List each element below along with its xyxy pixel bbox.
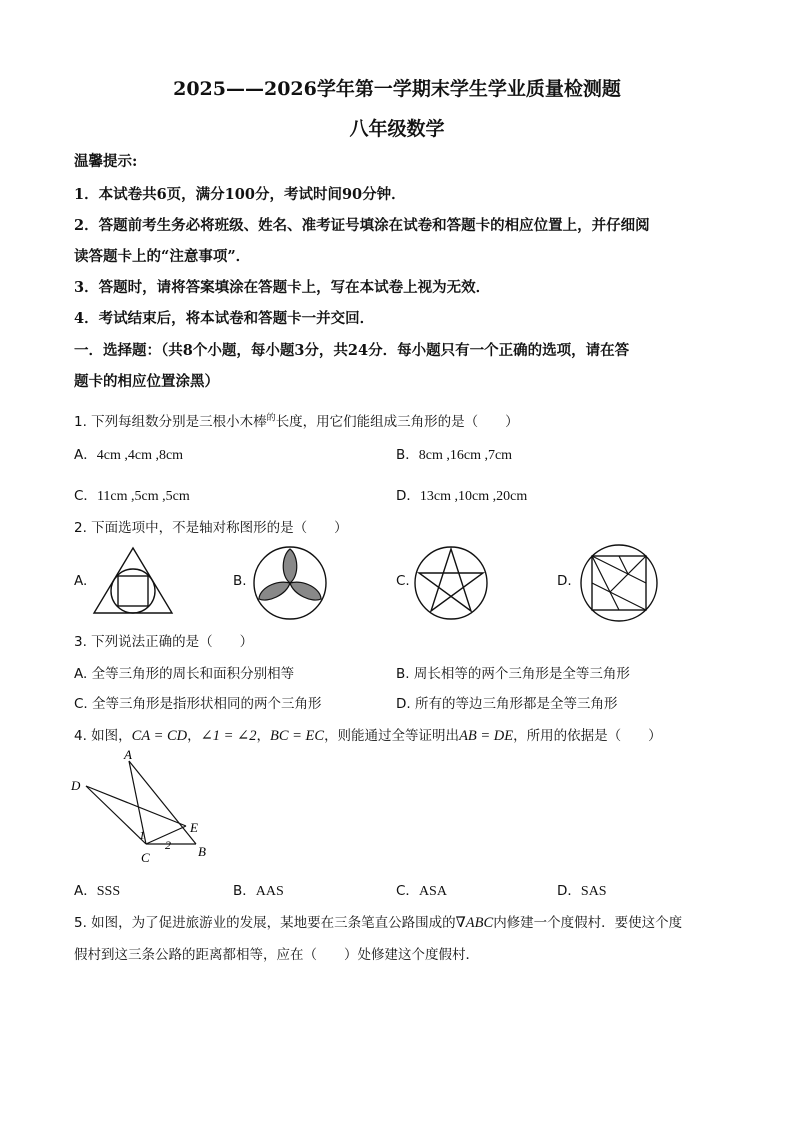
question-1-option-a[interactable] (74, 443, 183, 464)
question-4-suffix: ，所用的依据是（ ） (513, 728, 662, 744)
question-2-option-b-label[interactable]: B. (233, 573, 247, 589)
option-label: B． (396, 447, 419, 463)
question-4-condition-1: CA = CD (131, 728, 188, 744)
section-heading-cont: 题卡的相应位置涂黑） (74, 373, 219, 390)
question-1-option-c[interactable] (74, 484, 190, 505)
point-label-b: B (198, 844, 206, 859)
notice-heading: 温馨提示: (74, 153, 138, 170)
question-2-option-c-label[interactable]: C. (396, 573, 410, 589)
question-4-condition-3: BC = EC (269, 728, 325, 744)
point-label-d: D (71, 778, 81, 793)
question-1-stem-sup: 的 (266, 413, 276, 424)
notice-item-4: 4．考试结束后，将本试卷和答题卡一并交回． (74, 310, 375, 327)
option-value: 11cm ,5cm ,5cm (96, 489, 190, 504)
question-5-text-b: 内修建一个度假村．要使这个度 (493, 915, 683, 931)
question-4-sep-1: ， (187, 728, 201, 744)
question-4-condition-2: ∠1 = ∠2 (200, 728, 257, 744)
exam-title: 2025——2026学年第一学期末学生学业质量检测题 (173, 78, 621, 100)
option-value: SAS (580, 884, 607, 899)
question-2-stem: 2. 下面选项中，不是轴对称图形的是（ ） (74, 520, 348, 536)
figure-triangle-with-circle (92, 546, 174, 616)
option-value: 8cm ,16cm ,7cm (418, 448, 513, 463)
option-value: SSS (96, 884, 121, 899)
question-3-stem: 3. 下列说法正确的是（ ） (74, 634, 254, 650)
question-1-option-b[interactable] (396, 443, 512, 464)
section-heading: 一．选择题：（共8个小题，每小题3分，共24分．每小题只有一个正确的选项，请在答 (74, 342, 630, 359)
question-4-stem (74, 724, 662, 745)
option-value: AAS (255, 884, 284, 899)
option-value: ASA (418, 884, 447, 899)
point-label-c: C (141, 850, 150, 865)
option-label: B． (233, 883, 256, 899)
figure-circle-square-pinwheel (579, 543, 659, 623)
question-1-option-d[interactable] (396, 484, 527, 505)
question-1-stem-a: 1. 下列每组数分别是三根小木棒 (74, 414, 267, 430)
exam-subtitle: 八年级数学 (349, 118, 445, 140)
question-5-text-a: 5. 如图，为了促进旅游业的发展，某地要在三条笔直公路围成的 (74, 915, 456, 931)
option-label: D． (396, 488, 420, 504)
question-5-stem-line-1 (74, 911, 682, 932)
option-label: C． (74, 488, 97, 504)
question-4-option-d[interactable] (557, 879, 607, 900)
option-value: 13cm ,10cm ,20cm (419, 489, 528, 504)
question-4-mid: ，则能通过全等证明出 (324, 728, 460, 744)
notice-item-1: 1．本试卷共6页，满分100分，考试时间90分钟． (74, 186, 406, 203)
question-2-option-a-label[interactable]: A. (74, 573, 88, 589)
angle-label-2: 2 (165, 838, 171, 852)
point-label-a: A (124, 747, 132, 762)
question-3-option-d[interactable]: D. 所有的等边三角形都是全等三角形 (396, 696, 618, 712)
figure-circle-star (413, 545, 489, 621)
notice-item-2-cont: 读答题卡上的“注意事项”． (74, 248, 251, 265)
notice-item-2: 2．答题前考生务必将班级、姓名、准考证号填涂在试卷和答题卡的相应位置上，并仔细阅 (74, 217, 650, 234)
point-label-e: E (190, 820, 198, 835)
angle-label-1: 1 (139, 828, 145, 842)
figure-circle-petals (252, 545, 328, 621)
question-5-stem-line-2: 假村到这三条公路的距离都相等，应在（ ）处修建这个度假村． (74, 947, 479, 963)
question-4-goal: AB = DE (459, 728, 514, 744)
question-4-sep-2: ， (256, 728, 270, 744)
question-4-option-b[interactable] (233, 879, 284, 900)
question-5-triangle: ∇ABC (455, 915, 494, 931)
option-label: A． (74, 883, 97, 899)
option-label: C． (396, 883, 419, 899)
question-4-option-a[interactable] (74, 879, 120, 900)
question-3-option-b[interactable]: B. 周长相等的两个三角形是全等三角形 (396, 666, 630, 682)
option-label: A． (74, 447, 97, 463)
question-3-option-a[interactable]: A. 全等三角形的周长和面积分别相等 (74, 666, 295, 682)
question-4-prefix: 4. 如图， (74, 728, 132, 744)
question-4-option-c[interactable] (396, 879, 447, 900)
question-2-option-d-label[interactable]: D. (557, 573, 572, 589)
question-1-stem-b: 长度，用它们能组成三角形的是（ ） (275, 414, 519, 430)
question-1-stem (74, 410, 519, 430)
notice-item-3: 3．答题时，请将答案填涂在答题卡上，写在本试卷上视为无效． (74, 279, 491, 296)
option-value: 4cm ,4cm ,8cm (96, 448, 184, 463)
question-4-geometry-figure (66, 746, 216, 871)
option-label: D． (557, 883, 581, 899)
question-3-option-c[interactable]: C. 全等三角形是指形状相同的两个三角形 (74, 696, 322, 712)
